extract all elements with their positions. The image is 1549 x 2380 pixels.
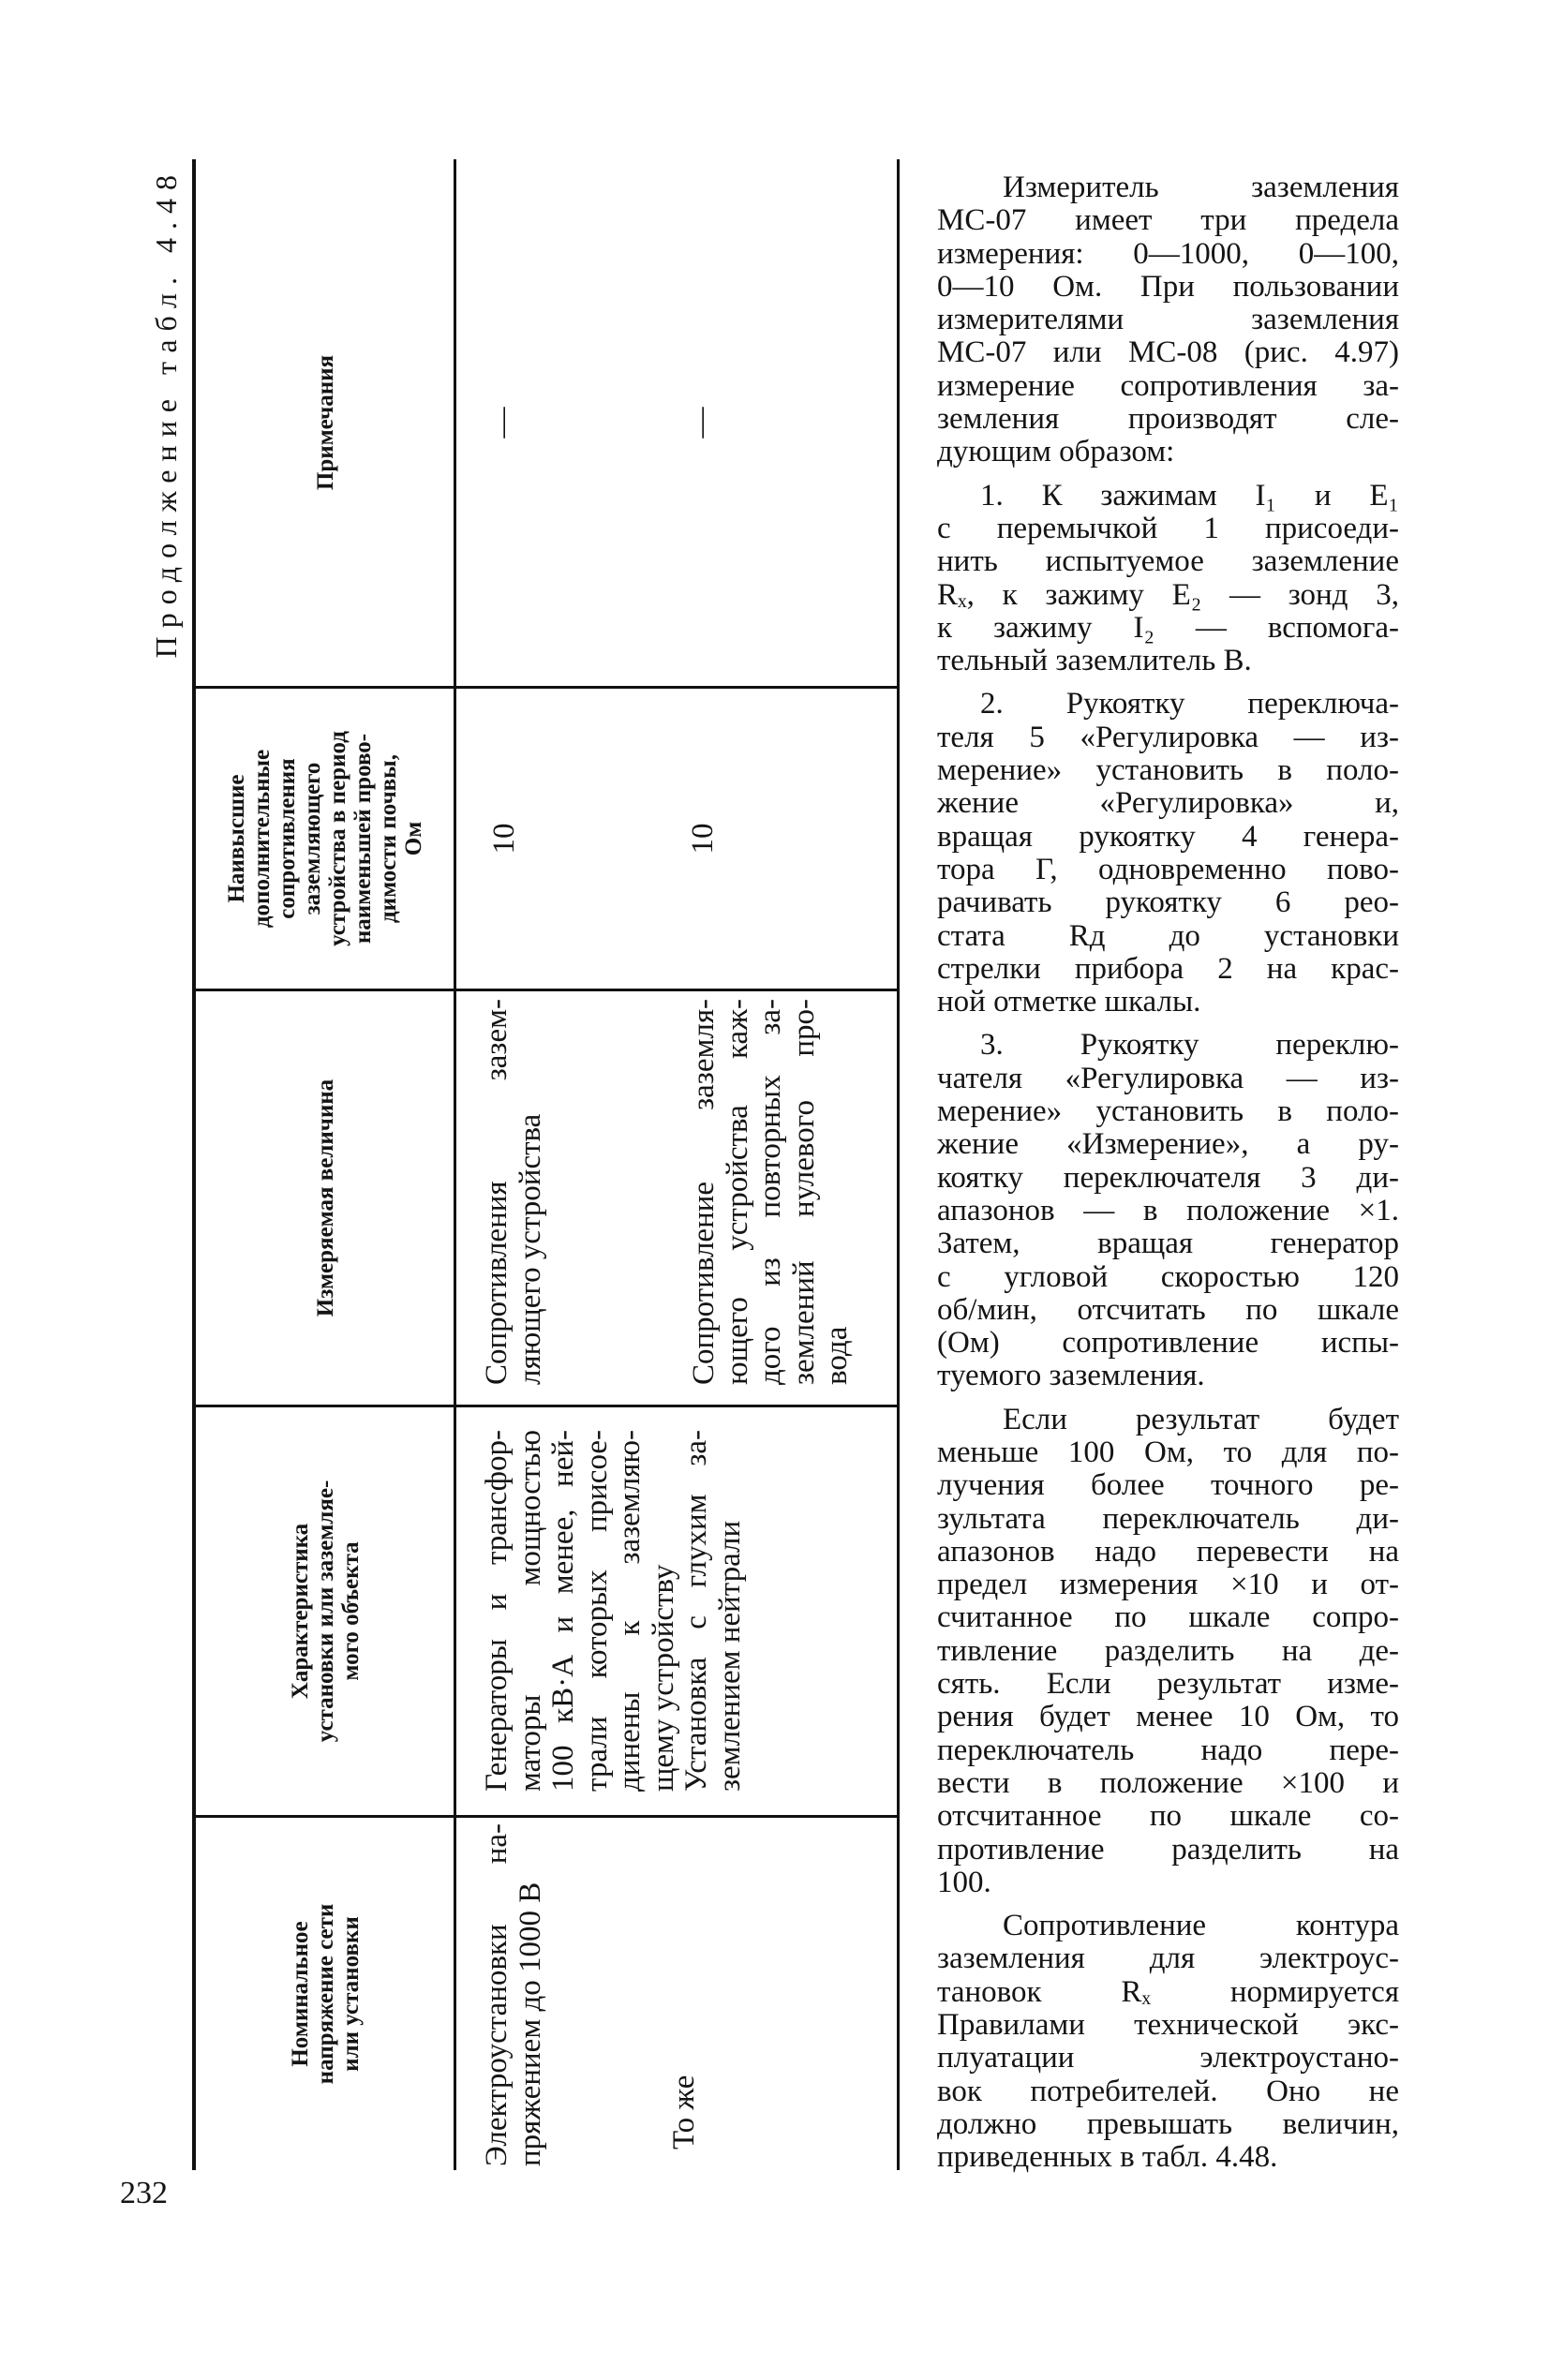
text-line: стрелки прибора 2 на крас- [937,951,1399,986]
text-line: земления производят сле- [937,402,1399,437]
cell-quantity [688,999,855,1385]
text-line: Rₓ, к зажиму E₂ — зонд 3, [937,577,1399,612]
header-object: Характеристика установки или заземляе- мого объекта [287,1480,364,1743]
text-line: заземления для электроус- [937,1941,1399,1976]
body-text [937,171,1399,2185]
text-line: Сопротивление заземля- [687,999,721,1385]
text-line: измерителями заземления [937,303,1399,337]
text-line: мерение» установить в поло- [937,753,1399,788]
text-line: землений нулевого про- [786,999,821,1385]
text-line: Установка с глухим за- [679,1430,713,1792]
cell-object [680,1430,747,1792]
text-line: тора Г, одновременно пово- [937,852,1399,886]
header-max-resistance: Наивысшие дополнительные сопротивления заземляющего устройства в период наименьшей прово- димости почвы, Ом [224,731,426,946]
text-line: противление разделить на [937,1832,1399,1867]
page-number: 232 [120,2176,168,2210]
text-line: мерение» установить в поло- [937,1094,1399,1129]
text-line: (Ом) сопротивление испы- [937,1326,1399,1361]
text-line: измерение сопротивления за- [937,368,1399,403]
text-line: тельный заземлитель В. [937,644,1252,678]
rotated-table [143,159,900,2170]
text-line: об/мин, отсчитать по шкале [937,1292,1399,1327]
text-line: измерения: 0—1000, 0—100, [937,236,1399,271]
text-line: 3. Рукоятку переклю- [980,1028,1399,1063]
text-line: землением нейтрали [712,1520,747,1792]
text-line: Затем, вращая генератор [937,1227,1399,1261]
paragraph [680,1430,747,1792]
text-line: щему устройству [646,1564,680,1792]
cell-notes: — [684,407,718,439]
text-line: тивление разделить на де- [937,1633,1399,1668]
cell-quantity [481,999,547,1385]
cell-voltage [481,1823,547,2166]
text-line: жение «Измерение», а ру- [937,1127,1399,1162]
header-quantity: Измеряемая величина [312,1078,338,1317]
text-line: ляющего устройства [513,1113,547,1385]
text-line: переключатель надо пере- [937,1733,1399,1767]
text-line: Электроустановки на- [480,1823,514,2166]
paragraph [668,1822,702,2149]
text-line: ной отметке шкалы. [937,985,1201,1019]
text-line: отсчитанное по шкале со- [937,1799,1399,1834]
text-line: Измеритель заземления [1003,171,1399,204]
paragraph [937,1029,1399,1392]
text-line: меньше 100 Ом, то для по- [937,1435,1399,1469]
text-line: коятку переключателя 3 ди- [937,1160,1399,1195]
text-line: приведенных в табл. 4.48. [937,2140,1278,2175]
text-line: зультата переключатель ди- [937,1501,1399,1536]
text-line: вок потребителей. Оно не [937,2074,1399,2108]
text-line: То же [667,2075,701,2149]
text-line: трали которых присое- [579,1430,614,1792]
text-line: считанное по шкале сопро- [937,1600,1399,1635]
text-line: вращая рукоятку 4 генера- [937,819,1399,854]
text-line: лучения более точного ре- [937,1468,1399,1503]
text-line: ющего устройства каж- [720,999,754,1385]
text-line: апазонов надо перевести на [937,1534,1399,1569]
paragraph [688,999,855,1385]
paragraph [937,688,1399,1019]
cell-object [481,1430,680,1792]
text-line: стата Rд до установки [937,918,1399,953]
text-line: Сопротивления зазем- [480,999,514,1385]
text-line: нить испытуемое заземление [937,544,1399,579]
text-line: 0—10 Ом. При пользовании [937,269,1399,304]
text-line: теля 5 «Регулировка — из- [937,720,1399,754]
text-line: динены к заземляю- [613,1430,647,1792]
text-line: дого из повторных за- [753,999,787,1385]
text-line: 2. Рукоятку переключа- [980,687,1399,721]
cell-voltage [668,1822,702,2149]
text-line: дующим образом: [937,435,1175,469]
text-line: вести в положение ×100 и [937,1765,1399,1800]
text-line: апазонов — в положение ×1. [937,1193,1399,1227]
text-line: рения будет менее 10 Ом, то [937,1700,1399,1734]
paragraph [481,1430,680,1792]
text-line: с перемычкой 1 присоеди- [937,511,1399,545]
text-line: Если результат будет [1003,1402,1399,1436]
text-line: плуатации электроустано- [937,2041,1399,2075]
text-line: туемого заземления. [937,1359,1205,1393]
text-line: тановок Rₓ нормируется [937,1974,1399,2009]
text-line: к зажиму I₂ — вспомога- [937,610,1399,645]
cell-max-resistance: 10 [487,823,521,855]
text-line: 1. К зажимам I₁ и E₁ [980,478,1399,513]
paragraph [937,171,1399,469]
table-bottom-rule [897,159,900,2170]
text-line: 100 кВ·А и менее, ней- [546,1430,580,1792]
cell-notes: — [485,407,519,439]
text-line: пряжением до 1000 В [513,1882,547,2166]
text-line: сять. Если результат изме- [937,1667,1399,1702]
table-caption: Продолжение табл. 4.48 [149,167,183,659]
text-line: жение «Регулировка» и, [937,786,1399,821]
paragraph [937,1404,1399,1899]
text-line: МС-07 имеет три предела [937,203,1399,238]
header-voltage: Номинальное напряжение сети или установки [287,1903,364,2085]
header-notes: Примечания [312,354,338,491]
cell-max-resistance: 10 [686,823,720,855]
text-line: маторы мощностью [513,1430,547,1792]
paragraph [481,1823,547,2166]
text-line: с угловой скоростью 120 [937,1259,1399,1294]
text-line: должно превышать величин, [937,2106,1399,2141]
text-line: вода [820,1326,854,1385]
text-line: предел измерения ×10 и от- [937,1568,1399,1602]
paragraph [937,1910,1399,2174]
text-line: Сопротивление контура [1003,1909,1399,1943]
text-line: 100. [937,1865,991,1899]
text-line: чателя «Регулировка — из- [937,1061,1399,1095]
paragraph [481,999,547,1385]
text-line: Генераторы и трансфор- [480,1430,514,1792]
text-line: рачивать рукоятку 6 рео- [937,885,1399,920]
paragraph [937,480,1399,678]
text-line: Правилами технической экс- [937,2008,1399,2043]
text-line: МС-07 или МС-08 (рис. 4.97) [937,335,1399,370]
